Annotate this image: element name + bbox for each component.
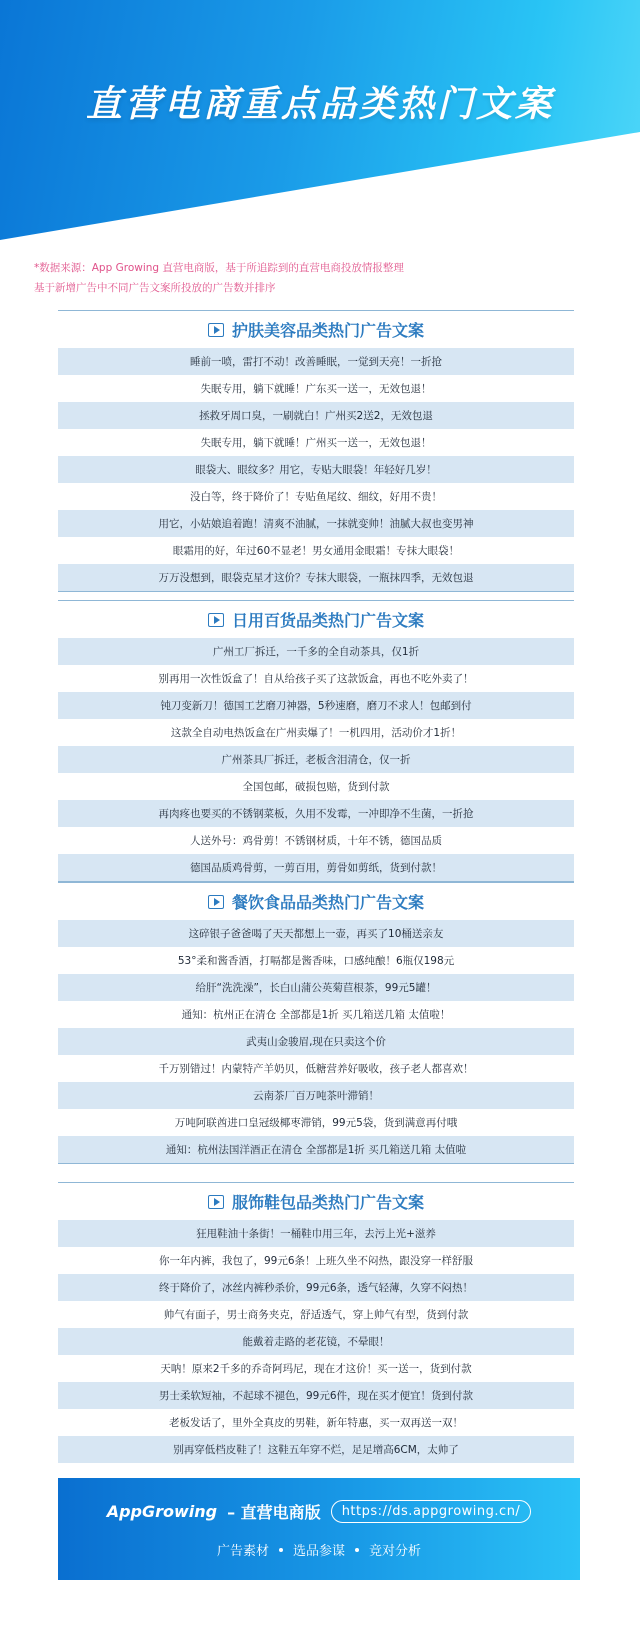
list-item: 德国品质鸡骨剪，一剪百用，剪骨如剪纸，货到付款！ [58,854,574,881]
list-item: 没白等，终于降价了！专贴鱼尾纹、细纹，好用不贵！ [190,491,442,503]
list-item: 这款全自动电热饭盒在广州卖爆了！一机四用，活动价才1折！ [170,727,462,739]
list-item: 眼袋大、眼纹多？用它，专贴大眼袋！年轻好几岁！ [58,456,574,483]
list-item: 全国包邮，破损包赔，货到付款 [242,781,390,793]
list-item: 用它，小姑娘追着跑！清爽不油腻，一抹就变帅！油腻大叔也变男神 [58,510,574,537]
list-item: 通知：杭州正在清仓 全部都是1折 买几箱送几箱 太值啦！ [181,1009,451,1021]
list-item: 睡前一喷，雷打不动！改善睡眠，一觉到天亮！一折抢 [58,348,574,375]
source-note-line-1: *数据来源：App Growing 直营电商版，基于所追踪到的直营电商投放情报整理 [34,262,404,274]
list-item: 这碎银子爸爸喝了天天都想上一壶，再买了10桶送亲友 [58,920,574,947]
section-title: 餐饮食品品类热门广告文案 [231,893,424,912]
list-item: 失眠专用，躺下就睡！广东买一送一，无效包退！ [200,383,432,395]
feature-product-selection: 选品参谋 [292,1544,345,1559]
footer-banner [58,1478,580,1580]
list-item: 天呐！原来2千多的乔奇阿玛尼，现在才这价！买一送一，货到付款 [160,1363,472,1375]
site-url-link[interactable]: https://ds.appgrowing.cn/ [331,1500,532,1523]
source-note [34,258,404,298]
section-title: 服饰鞋包品类热门广告文案 [231,1193,424,1212]
list-item: 终于降价了，冰丝内裤秒杀价，99元6条，透气轻薄，久穿不闷热！ [58,1274,574,1301]
play-icon [208,895,224,909]
section-title: 护肤美容品类热门广告文案 [231,321,424,340]
list-item: 万万没想到，眼袋克星才这价？专抹大眼袋，一瓶抹四季，无效包退 [58,564,574,591]
list-item: 狂甩鞋油十条街！一桶鞋巾用三年，去污上光+滋养 [58,1220,574,1247]
footer-brand-row [58,1500,580,1523]
play-icon [208,1195,224,1209]
list-item: 广州茶具厂拆迁，老板含泪清仓，仅一折 [58,746,574,773]
list-item: 云南茶厂百万吨茶叶滞销！ [58,1082,574,1109]
list-item: 拯救牙周口臭，一刷就白！广州买2送2，无效包退 [58,402,574,429]
play-icon [208,323,224,337]
play-icon [208,613,224,627]
feature-competitor-analysis: 竞对分析 [369,1544,422,1559]
list-item: 男士柔软短袖，不起球不褪色，99元6件，现在买才便宜！货到付款 [58,1382,574,1409]
section-header [58,310,574,348]
section-skincare [58,310,574,592]
brand-logo: AppGrowing [106,1502,218,1521]
section-divider [58,1163,574,1164]
list-item: 人送外号：鸡骨剪！不锈钢材质，十年不锈，德国品质 [190,835,442,847]
list-item: 千万别错过！内蒙特产羊奶贝，低糖营养好吸收，孩子老人都喜欢！ [158,1063,474,1075]
section-header [58,1182,574,1220]
list-item: 广州工厂拆迁，一千多的全自动茶具，仅1折 [58,638,574,665]
list-item: 别再穿低档皮鞋了！这鞋五年穿不烂，足足增高6CM，太帅了 [58,1436,574,1463]
list-item: 万吨阿联酋进口皇冠级椰枣滞销，99元5袋，货到满意再付哦 [174,1117,458,1129]
source-note-line-2: 基于新增广告中不同广告文案所投放的广告数并排序 [34,282,276,294]
bullet-dot [355,1548,359,1552]
list-item: 别再用一次性饭盒了！自从给孩子买了这款饭盒，再也不吃外卖了！ [158,673,474,685]
footer-features [58,1540,580,1559]
section-divider [58,591,574,592]
list-item: 再肉疼也要买的不锈钢菜板，久用不发霉，一冲即净不生菌，一折抢 [58,800,574,827]
list-item: 通知：杭州法国洋酒正在清仓 全部都是1折 买几箱送几箱 太值啦 [58,1136,574,1163]
list-item: 老板发话了，里外全真皮的男鞋，新年特惠，买一双再送一双！ [169,1417,463,1429]
section-title: 日用百货品类热门广告文案 [231,611,424,630]
page-title: 直营电商重点品类热门文案 [85,84,554,125]
section-header [58,882,574,920]
list-item: 能戴着走路的老花镜，不晕眼！ [58,1328,574,1355]
list-item: 眼霜用的好，年过60不显老！男女通用金眼霜！专抹大眼袋！ [172,545,460,557]
list-item: 53°柔和酱香酒，打嗝都是酱香味，口感纯酿！6瓶仅198元 [177,955,455,967]
bullet-dot [279,1548,283,1552]
section-daily-goods [58,600,574,882]
list-item: 帅气有面子，男士商务夹克，舒适透气，穿上帅气有型，货到付款 [163,1309,469,1321]
list-item: 给肝“洗洗澡”，长白山蒲公英菊苣根茶，99元5罐！ [58,974,574,1001]
feature-ad-creatives: 广告素材 [216,1544,269,1559]
list-item: 失眠专用，躺下就睡！广州买一送一，无效包退！ [200,437,432,449]
section-header [58,600,574,638]
list-item: 武夷山金骏眉,现在只卖这个价 [58,1028,574,1055]
list-item: 你一年内裤，我包了，99元6条！上班久坐不闷热，跟没穿一样舒服 [158,1255,474,1267]
list-item: 钝刀变新刀！德国工艺磨刀神器，5秒速磨，磨刀不求人！包邮到付 [58,692,574,719]
brand-edition: – 直营电商版 [227,1503,321,1522]
section-apparel [58,1182,574,1463]
section-food [58,882,574,1164]
